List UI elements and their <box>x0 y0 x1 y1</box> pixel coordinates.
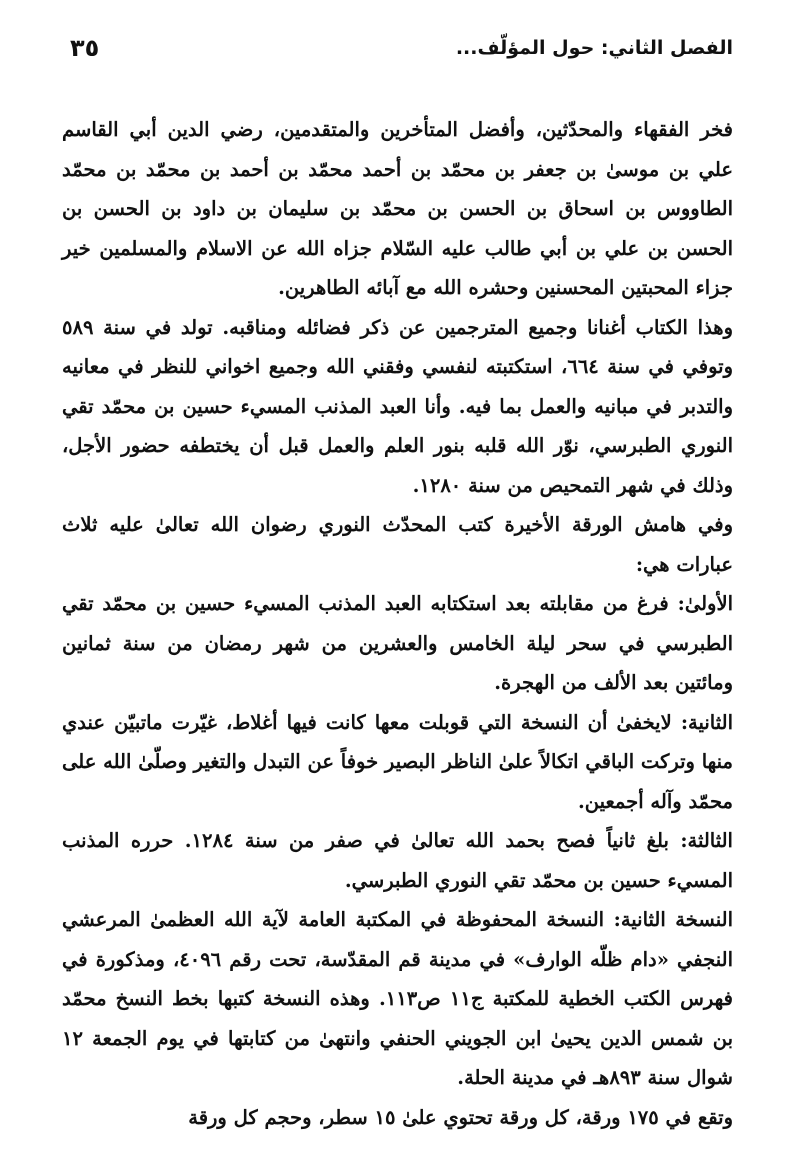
paragraph-copy-note <box>62 308 733 506</box>
paragraph-third-statement <box>62 821 733 900</box>
paragraph-manuscript-size <box>62 1098 733 1138</box>
page-header <box>70 28 733 68</box>
body-text <box>62 110 733 1137</box>
paragraph-text: بلغ ثانياً فصح بحمد الله تعالىٰ في صفر من سنة ١٢٨٤. حرره المذنب المسيء حسين بن محمّد تقي النوري الطبرسي. <box>62 829 733 892</box>
paragraph-lead: الثانية: <box>680 710 733 734</box>
paragraph-author-lineage <box>62 110 733 308</box>
paragraph-margin-note <box>62 505 733 584</box>
page-number: ٣٥ <box>70 34 100 62</box>
paragraph-text: وفي هامش الورقة الأخيرة كتب المحدّث النوري رضوان الله تعالىٰ عليه ثلاث عبارات هي: <box>62 513 733 576</box>
running-head: الفصل الثاني: حول المؤلّف... <box>455 37 733 59</box>
paragraph-text: وهذا الكتاب أغنانا وجميع المترجمين عن ذكر فضائله ومناقبه. تولد في سنة ٥٨٩ وتوفي في سنة ٦٦٤، استكتبته لنفسي وفقني الله وجميع اخواني للنظر في معانيه والتدبر في مبانيه والعمل بما فيه. وأنا العبد المذنب المسيء حسين بن محمّد تقي النوري الطبرسي، نوّر الله قلبه بنور العلم والعمل قبل أن يختطفه حضور الأجل، وذلك في شهر التمحيص من سنة ١٢٨٠. <box>62 315 733 497</box>
paragraph-first-statement <box>62 584 733 703</box>
paragraph-lead: الثالثة: <box>680 829 733 852</box>
paragraph-text: فرغ من مقابلته بعد استكتابه العبد المذنب المسيء حسين بن محمّد تقي الطبرسي في سحر ليلة الخامس والعشرين من شهر رمضان من سنة ثمانين ومائتين بعد الألف من الهجرة. <box>62 592 733 694</box>
paragraph-second-statement <box>62 703 733 822</box>
paragraph-lead: النسخة الثانية: <box>613 908 733 931</box>
paragraph-text: وتقع في ١٧٥ ورقة، كل ورقة تحتوي علىٰ ١٥ سطر، وحجم كل ورقة <box>188 1105 733 1129</box>
paragraph-second-manuscript <box>62 900 733 1098</box>
paragraph-text: لايخفىٰ أن النسخة التي قوبلت معها كانت فيها أغلاط، غيّرت ماتبيّن عندي منها وتركت الباقي اتكالاً علىٰ الناظر البصير خوفاً عن التبدل والتغير وصلّىٰ الله على محمّد وآله أجمعين. <box>62 710 733 813</box>
paragraph-text: النسخة المحفوظة في المكتبة العامة لآية الله العظمىٰ المرعشي النجفي «دام ظلّه الوارف» في مدينة قم المقدّسة، تحت رقم ٤٠٩٦، ومذكورة في فهرس الكتب الخطية للمكتبة ج١١ ص١١٣. وهذه النسخة كتبها بخط النسخ محمّد بن شمس الدين يحيىٰ ابن الجويني الحنفي وانتهىٰ من كتابتها في يوم الجمعة ١٢ شوال سنة ٨٩٣هـ في مدينة الحلة. <box>62 908 733 1089</box>
paragraph-lead: الأولىٰ: <box>677 592 733 615</box>
paragraph-text: فخر الفقهاء والمحدّثين، وأفضل المتأخرين والمتقدمين، رضي الدين أبي القاسم علي بن موسىٰ بن جعفر بن محمّد بن أحمد محمّد بن أحمد بن محمّد بن محمّد الطاووس بن اسحاق بن الحسن بن محمّد بن سليمان بن داود بن الحسن بن الحسن بن علي بن أبي طالب عليه السّلام جزاه الله عن الاسلام والمسلمين خير جزاء المحبتين المحسنين وحشره الله مع آبائه الطاهرين. <box>62 118 733 299</box>
